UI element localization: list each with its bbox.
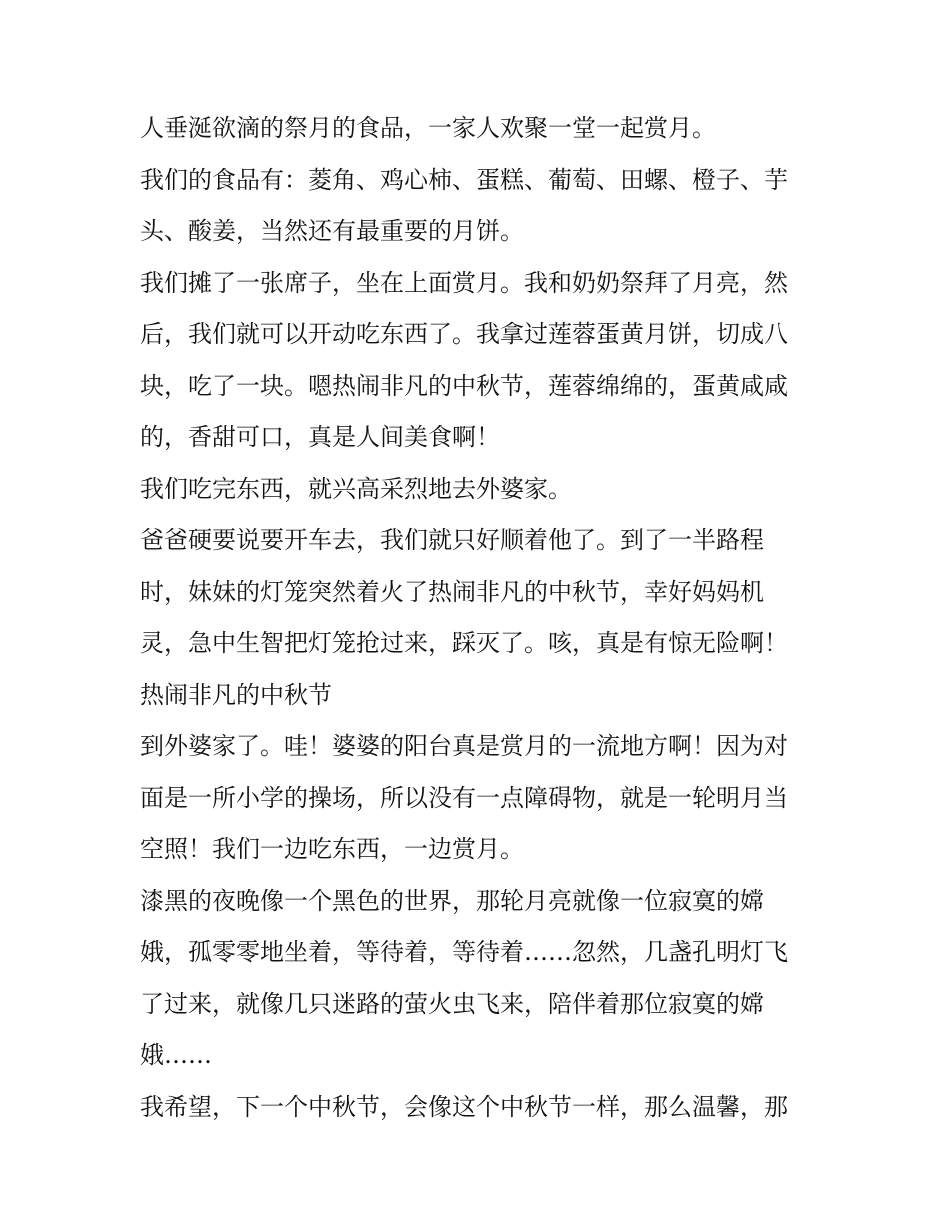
text-line: 人垂涎欲滴的祭月的食品，一家人欢聚一堂一起赏月。 <box>140 114 716 142</box>
text-line: 空照！我们一边吃东西，一边赏月。 <box>140 835 524 863</box>
text-line: 后，我们就可以开动吃东西了。我拿过莲蓉蛋黄月饼，切成八 <box>140 320 788 348</box>
text-line: 爸爸硬要说要开车去，我们就只好顺着他了。到了一半路程 <box>140 526 764 554</box>
section-heading: 热闹非凡的中秋节 <box>140 680 332 709</box>
text-line: 我们吃完东西，就兴高采烈地去外婆家。 <box>140 474 572 503</box>
text-line: 头、酸姜，当然还有最重要的月饼。 <box>140 217 524 245</box>
text-line: 面是一所小学的操场，所以没有一点障碍物，就是一轮明月当 <box>140 783 788 812</box>
text-line: 娥…… <box>140 1041 212 1069</box>
text-line: 我们的食品有：菱角、鸡心柿、蛋糕、葡萄、田螺、橙子、芋 <box>140 165 788 194</box>
text-line: 灵，急中生智把灯笼抢过来，踩灭了。咳，真是有惊无险啊！ <box>140 629 788 657</box>
text-line: 的，香甜可口，真是人间美食啊！ <box>140 423 500 451</box>
text-line: 块，吃了一块。嗯热闹非凡的中秋节，莲蓉绵绵的，蛋黄咸咸 <box>140 371 788 400</box>
text-line: 我希望，下一个中秋节，会像这个中秋节一样，那么温馨，那 <box>140 1092 788 1121</box>
article-body <box>140 103 820 1133</box>
text-line: 时，妹妹的灯笼突然着火了热闹非凡的中秋节，幸好妈妈机 <box>140 577 764 606</box>
text-line: 了过来，就像几只迷路的萤火虫飞来，陪伴着那位寂寞的嫦 <box>140 989 764 1018</box>
text-line: 娥，孤零零地坐着，等待着，等待着……忽然，几盏孔明灯飞 <box>140 938 788 966</box>
text-line: 我们摊了一张席子，坐在上面赏月。我和奶奶祭拜了月亮，然 <box>140 268 788 297</box>
text-line: 到外婆家了。哇！婆婆的阳台真是赏月的一流地方啊！因为对 <box>140 732 788 760</box>
text-line: 漆黑的夜晚像一个黑色的世界，那轮月亮就像一位寂寞的嫦 <box>140 886 764 915</box>
